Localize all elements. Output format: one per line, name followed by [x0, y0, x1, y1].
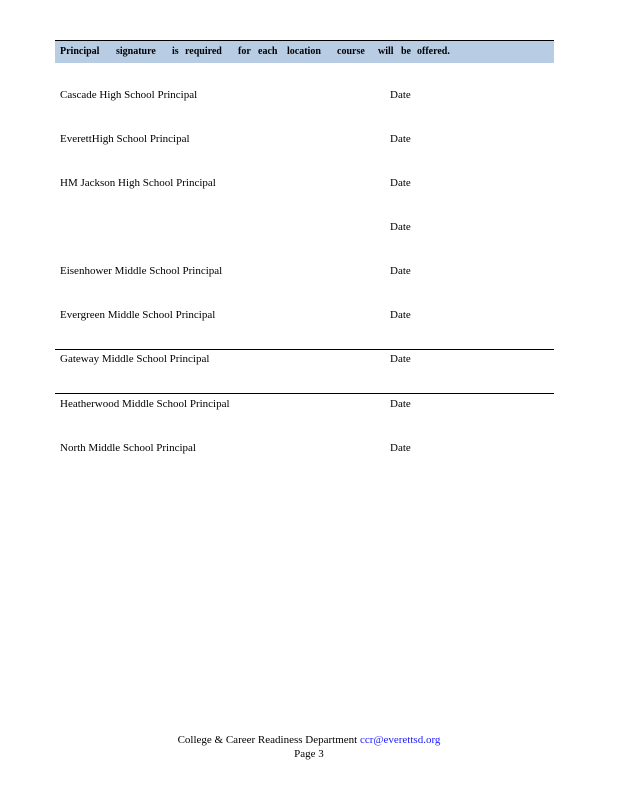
header-word: each	[258, 46, 278, 57]
footer-department: College & Career Readiness Department	[177, 734, 358, 746]
date-label: Date	[390, 398, 411, 410]
principal-label: Gateway Middle School Principal	[60, 353, 210, 365]
header-word: will	[378, 46, 394, 57]
header-word: location	[287, 46, 321, 57]
footer-department-line	[0, 734, 618, 746]
signature-row	[55, 85, 554, 145]
footer-page-number: Page 3	[294, 748, 324, 760]
date-label: Date	[390, 133, 411, 145]
header-word: Principal	[60, 46, 100, 57]
principal-label: Evergreen Middle School Principal	[60, 309, 216, 321]
date-label: Date	[390, 353, 411, 365]
date-label: Date	[390, 177, 411, 189]
date-label: Date	[390, 221, 411, 233]
header-word: is	[172, 46, 179, 57]
principal-label: North Middle School Principal	[60, 442, 196, 454]
header-word: required	[185, 46, 222, 57]
principal-label: Heatherwood Middle School Principal	[60, 398, 230, 410]
header-word: be	[401, 46, 411, 57]
date-label: Date	[390, 265, 411, 277]
date-label: Date	[390, 309, 411, 321]
signature-row	[55, 41, 554, 101]
header-word: offered.	[417, 46, 450, 57]
principal-label: Cascade High School Principal	[60, 89, 198, 101]
signature-row	[55, 393, 554, 454]
header-word: course	[337, 46, 365, 57]
date-label: Date	[390, 442, 411, 454]
signature-row	[55, 129, 554, 189]
principal-label: Eisenhower Middle School Principal	[60, 265, 223, 277]
principal-label: EverettHigh School Principal	[60, 133, 190, 145]
header-word: for	[238, 46, 251, 57]
footer-email-link[interactable]: ccr@everettsd.org	[359, 734, 441, 746]
signature-row	[55, 261, 554, 321]
date-label: Date	[390, 89, 411, 101]
signature-row	[55, 173, 554, 233]
principal-label: HM Jackson High School Principal	[60, 177, 216, 189]
header-word: signature	[116, 46, 156, 57]
signature-row	[55, 217, 554, 277]
signature-row	[55, 305, 554, 365]
signature-row	[55, 349, 554, 410]
